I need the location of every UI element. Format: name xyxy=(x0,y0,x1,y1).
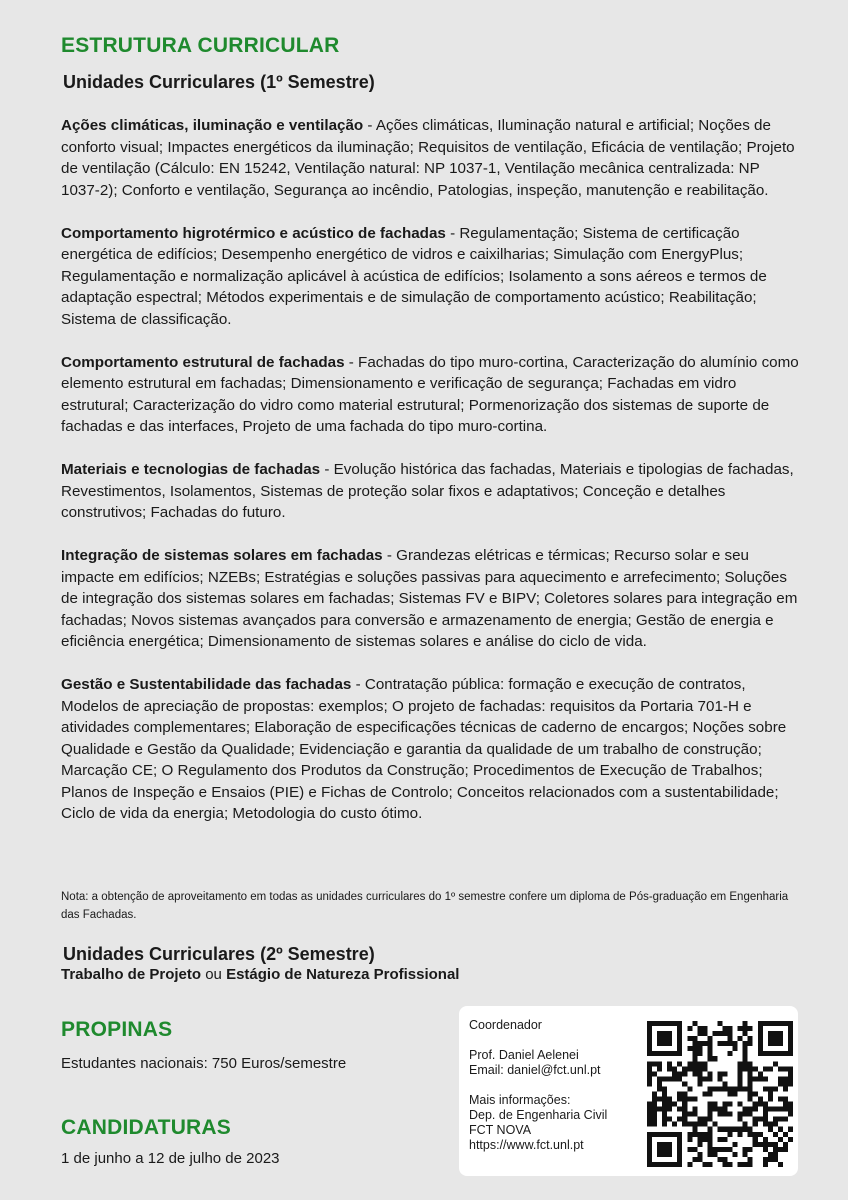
unit-name: Comportamento higrotérmico e acústico de fachadas xyxy=(61,224,446,242)
option-project: Trabalho de Projeto xyxy=(61,966,202,983)
propinas-text: Estudantes nacionais: 750 Euros/semestre xyxy=(61,1055,347,1072)
contact-box xyxy=(459,1006,798,1176)
page-title: ESTRUTURA CURRICULAR xyxy=(61,34,340,57)
unit-item xyxy=(61,115,799,201)
institution: FCT NOVA xyxy=(469,1123,532,1137)
unit-name: Gestão e Sustentabilidade das fachadas xyxy=(61,676,352,693)
candidaturas-text: 1 de junho a 12 de julho de 2023 xyxy=(61,1150,280,1167)
semester1-heading: Unidades Curriculares (1º Semestre) xyxy=(63,72,375,92)
unit-item xyxy=(61,674,799,825)
contact-role: Coordenador xyxy=(469,1018,542,1032)
unit-description: - Contratação pública: formação e execução de contratos, Modelos de apreciação de propostas: exemplos; O projeto de fachadas: requisitos da Portaria 701-H e atividades complementares; Elaboração de especificações técnicas de caderno de encargos; Noções sobre Qualidade e Gestão da Qualidade; Evidenciação e garantia da qualidade de um trabalho de construção; Marcação CE; O Regulamento dos Produtos da Construção; Procedimentos de Execução de Trabalhos; Planos de Inspeção e Ensaios (PIE) e Fichas de Controlo; Conceitos relacionados com a sustentabilidade; Ciclo de vida da energia; Metodologia do custo ótimo. xyxy=(61,676,787,822)
unit-name: Ações climáticas, iluminação e ventilação xyxy=(61,117,364,134)
unit-description: - Ações climáticas, Iluminação natural e artificial; Noções de conforto visual; Impactes energéticos da iluminação; Requisitos de ventilação, Eficácia de ventilação; Projeto de ventilação (Cálculo: EN 15242, Ventilação natural: NP 1037-1, Ventilação mecânica centralizada: NP 1037-2); Conforto e ventilação, Segurança ao incêndio, Patologias, inspeção, manutenção e reabilitação. xyxy=(61,117,795,199)
department: Dep. de Engenharia Civil xyxy=(469,1108,608,1122)
more-info-label: Mais informações: xyxy=(469,1093,571,1107)
candidaturas-heading: CANDIDATURAS xyxy=(61,1116,232,1139)
option-connector: ou xyxy=(201,966,227,983)
contact-info xyxy=(469,1018,639,1153)
website-link[interactable]: https://www.fct.unl.pt xyxy=(469,1138,584,1152)
propinas-heading: PROPINAS xyxy=(61,1018,173,1041)
unit-name: Comportamento estrutural de fachadas xyxy=(61,353,345,371)
semester2-options xyxy=(61,966,459,983)
note-text: Nota: a obtenção de aproveitamento em todas as unidades curriculares do 1º semestre confere um diploma de Pós-graduação em Engenharia das Fachadas. xyxy=(61,891,789,921)
unit-description: - Evolução histórica das fachadas, Materiais e tipologias de fachadas, Revestimentos, Isolamentos, Sistemas de proteção solar fixos e adaptativos; Conceção e detalhes construtivos; Fachadas do futuro. xyxy=(61,461,794,521)
unit-item xyxy=(61,223,799,331)
unit-description: - Fachadas do tipo muro-cortina, Caracterização do alumínio como elemento estrutural em fachadas; Dimensionamento e verificação de segurança; Fachadas em vidro estrutural; Caracterização do vidro como material estrutural; Pormenorização dos sistemas de suporte de fachadas e das interfaces, Projeto de uma fachada do tipo muro-cortina. xyxy=(61,353,799,435)
qr-code-icon[interactable] xyxy=(647,1018,793,1170)
option-internship: Estágio de Natureza Profissional xyxy=(226,966,460,983)
contact-email[interactable]: Email: daniel@fct.unl.pt xyxy=(469,1063,601,1077)
semester2-heading: Unidades Curriculares (2º Semestre) xyxy=(63,944,375,964)
unit-description: - Regulamentação; Sistema de certificação energética de edifícios; Desempenho energético de vidros e caixilharias; Simulação com EnergyPlus; Regulamentação e normalização aplicável à acústica de edifícios; Isolamento a sons aéreos e termos de adaptação espectral; Métodos experimentais e de simulação de comportamento acústico; Reabilitação; Sistema de classificação. xyxy=(61,224,767,328)
contact-name: Prof. Daniel Aelenei xyxy=(469,1048,579,1062)
unit-name: Materiais e tecnologias de fachadas xyxy=(61,461,321,478)
unit-name: Integração de sistemas solares em fachadas xyxy=(61,547,383,564)
unit-item xyxy=(61,352,799,438)
unit-item xyxy=(61,459,799,524)
unit-item xyxy=(61,545,799,653)
units-list xyxy=(61,115,799,846)
unit-description: - Grandezas elétricas e térmicas; Recurso solar e seu impacte em edifícios; NZEBs; Estratégias e soluções passivas para aquecimento e arrefecimento; Soluções de integração dos sistemas solares em fachadas; Sistemas FV e BIPV; Coletores solares para integração em fachadas; Novos sistemas avançados para conversão e armazenamento de energia; Gestão de energia e eficiência energética; Dimensionamento de sistemas solares e análise do ciclo de vida. xyxy=(61,547,798,650)
